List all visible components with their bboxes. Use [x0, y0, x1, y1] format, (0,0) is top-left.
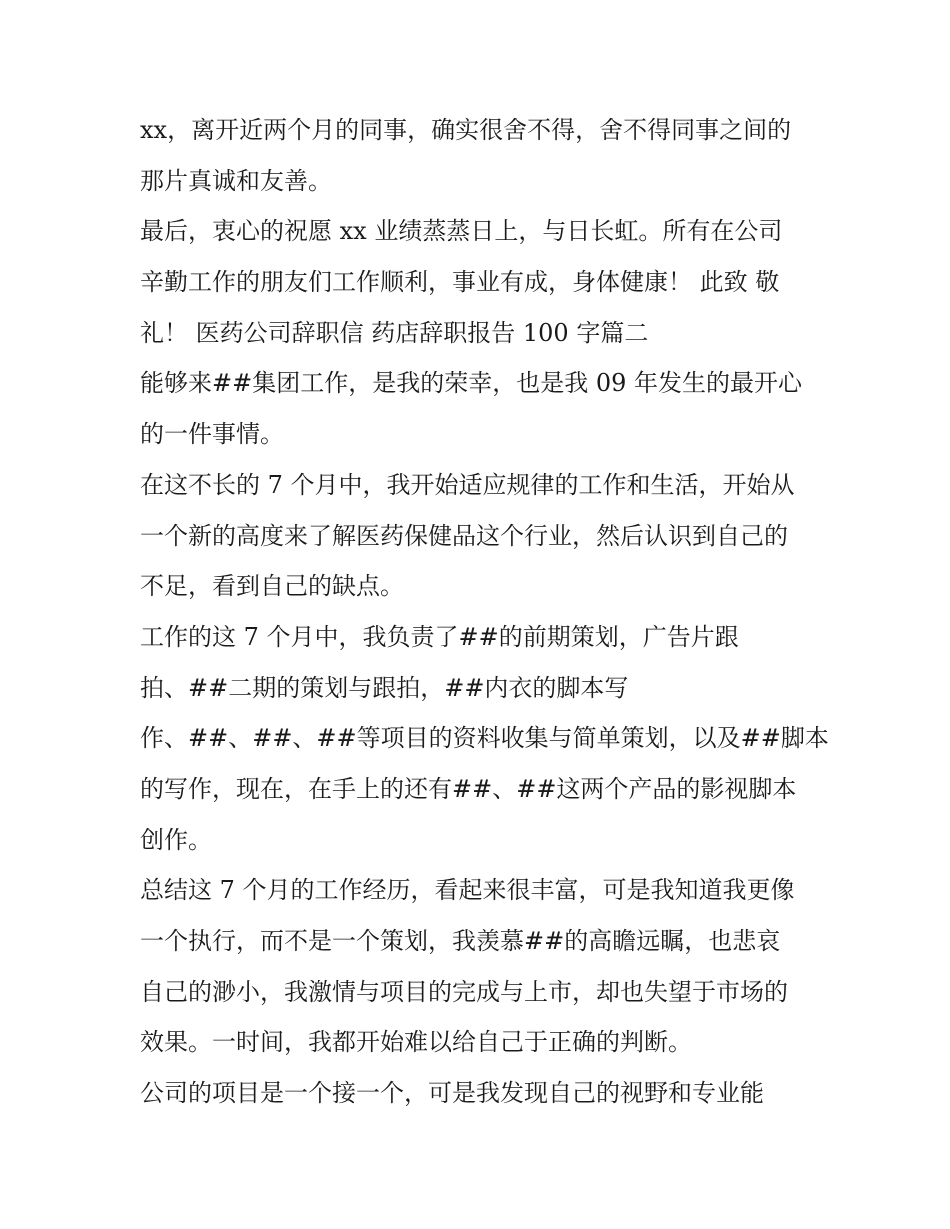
text-line: 总结这 7 个月的工作经历，看起来很丰富，可是我知道我更像: [140, 876, 795, 905]
text-line: xx，离开近两个月的同事，确实很舍不得，舍不得同事之间的: [140, 116, 792, 144]
text-line: 效果。一时间，我都开始难以给自己于正确的判断。: [140, 1028, 692, 1057]
text-line: 在这不长的 7 个月中，我开始适应规律的工作和生活，开始从: [140, 470, 795, 499]
text-line: 一个新的高度来了解医药保健品这个行业，然后认识到自己的: [140, 521, 788, 550]
text-line: 不足，看到自己的缺点。: [140, 572, 404, 601]
text-line: 自己的渺小，我激情与项目的完成与上市，却也失望于市场的: [140, 977, 788, 1006]
text-line: 的一件事情。: [140, 420, 284, 449]
text-line: 一个执行，而不是一个策划，我羡慕##的高瞻远瞩，也悲哀: [140, 927, 781, 955]
text-line: 能够来##集团工作，是我的荣幸，也是我 09 年发生的最开心: [140, 369, 803, 398]
text-line: 作、##、##、##等项目的资料收集与简单策划，以及##脚本: [140, 724, 829, 753]
text-line: 公司的项目是一个接一个，可是我发现自己的视野和专业能: [140, 1079, 764, 1108]
text-line: 最后，衷心的祝愿 xx 业绩蒸蒸日上，与日长虹。所有在公司: [140, 217, 783, 246]
document-body: [140, 110, 829, 1124]
text-line: 的写作，现在，在手上的还有##、##这两个产品的影视脚本: [140, 774, 797, 803]
text-line: 那片真诚和友善。: [140, 166, 332, 195]
section-heading-line: 礼！ 医药公司辞职信 药店辞职报告 100 字篇二: [140, 318, 649, 347]
text-line: 拍、##二期的策划与跟拍，##内衣的脚本写: [140, 673, 629, 702]
text-line: 创作。: [140, 825, 212, 854]
text-line: 工作的这 7 个月中，我负责了##的前期策划，广告片跟: [140, 622, 739, 651]
text-line: 辛勤工作的朋友们工作顺利，事业有成，身体健康！ 此致 敬: [140, 268, 780, 297]
